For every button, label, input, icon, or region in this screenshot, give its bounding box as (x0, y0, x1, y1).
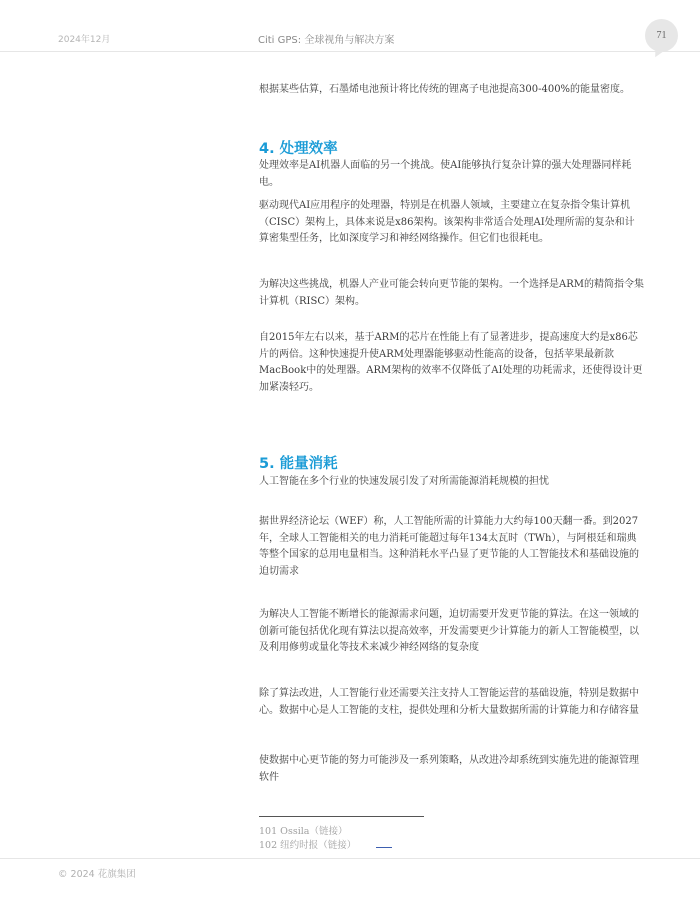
footnote-divider (259, 816, 424, 817)
section-5-paragraph-2: 据世界经济论坛（WEF）称，人工智能所需的计算能力大约每100天翻一番。到2027年，全球人工智能相关的电力消耗可能超过每年134太瓦时（TWh），与阿根廷和瑞典等整个国家的总用电量相当。这种消耗水平凸显了更节能的人工智能技术和基础设施的迫切需求 (259, 516, 639, 577)
section-5-paragraph-5: 使数据中心更节能的努力可能涉及一系列策略，从改进冷却系统到实施先进的能源管理软件 (259, 755, 639, 783)
footnote-link[interactable]: （链接） (309, 826, 348, 837)
section-4-paragraph-2: 驱动现代AI应用程序的处理器，特别是在机器人领域，主要建立在复杂指令集计算机（CISC）架构上，具体来说是x86架构。该架构非常适合处理AI处理所需的复杂和计算密集型任务，比如深度学习和神经网络操作。但它们也很耗电。 (259, 200, 635, 244)
header-divider (0, 51, 700, 52)
section-5-heading: 5. 能量消耗 (259, 456, 338, 472)
footnote-101 (259, 823, 347, 837)
section-5-paragraph-4: 除了算法改进，人工智能行业还需要关注支持人工智能运营的基础设施，特别是数据中心。数据中心是人工智能的支柱，提供处理和分析大量数据所需的计算能力和存储容量 (259, 688, 639, 716)
section-4-heading: 4. 处理效率 (259, 141, 338, 157)
header-date: 2024年12月 (58, 35, 111, 45)
page-number-badge: 71 (645, 19, 678, 52)
section-4-paragraph-3: 为解决这些挑战，机器人产业可能会转向更节能的架构。一个选择是ARM的精简指令集计算机（RISC）架构。 (259, 279, 644, 307)
footer-copyright: © 2024 花旗集团 (58, 869, 136, 880)
section-5-paragraph-1: 人工智能在多个行业的快速发展引发了对所需能源消耗规模的担忧 (259, 476, 549, 487)
footnote-link[interactable]: （链接） (318, 840, 357, 851)
intro-paragraph: 根据某些估算，石墨烯电池预计将比传统的锂离子电池提高300-400%的能量密度。 (259, 84, 631, 95)
footer-divider (0, 858, 700, 859)
link-underline (376, 847, 392, 848)
footnote-number: 102 (259, 840, 278, 851)
footnote-102 (259, 837, 392, 851)
header-title: Citi GPS: 全球视角与解决方案 (258, 35, 395, 46)
footnote-source: Ossila (280, 826, 310, 837)
footnote-number: 101 (259, 826, 278, 837)
section-4-paragraph-4: 自2015年左右以来，基于ARM的芯片在性能上有了显著进步，提高速度大约是x86芯片的两倍。这种快速提升使ARM处理器能够驱动性能高的设备，包括苹果最新款MacBook中的处理器。ARM架构的效率不仅降低了AI处理的功耗需求，还使得设计更加紧凑轻巧。 (259, 332, 643, 393)
section-5-paragraph-3: 为解决人工智能不断增长的能源需求问题，迫切需要开发更节能的算法。在这一领域的创新可能包括优化现有算法以提高效率，开发需要更少计算能力的新人工智能模型，以及利用修剪或量化等技术来减少神经网络的复杂度 (259, 609, 639, 653)
footnote-source: 纽约时报 (280, 840, 319, 851)
section-4-paragraph-1: 处理效率是AI机器人面临的另一个挑战。使AI能够执行复杂计算的强大处理器同样耗电。 (259, 160, 632, 188)
